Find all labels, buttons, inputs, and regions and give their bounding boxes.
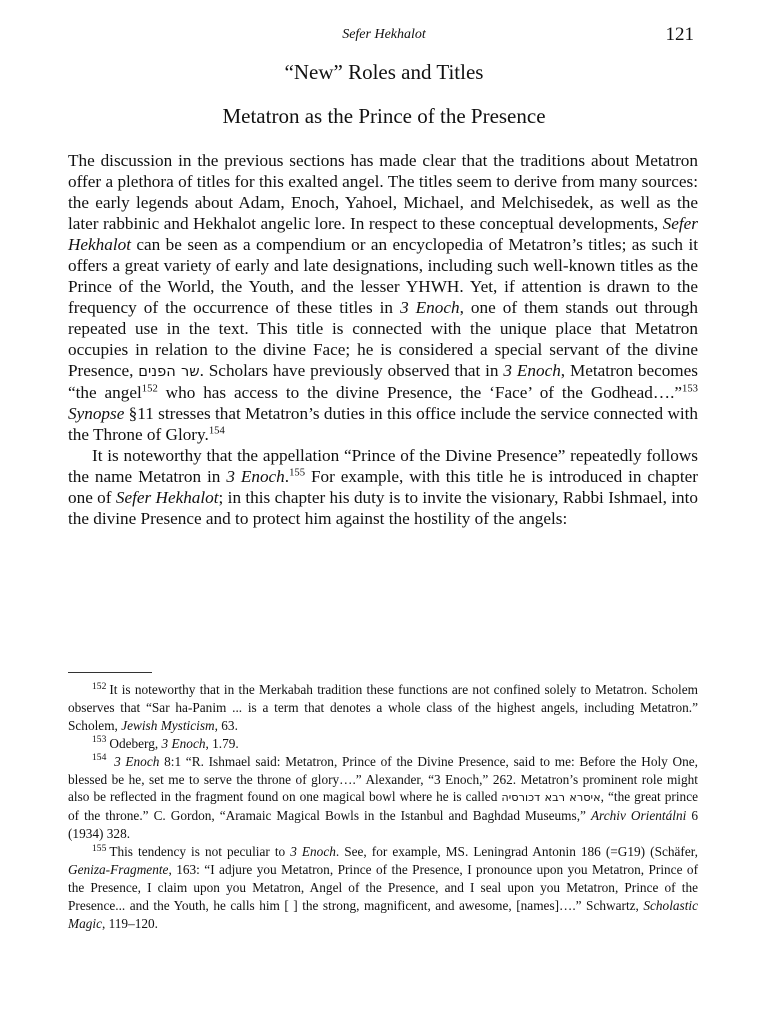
text-run: It is noteworthy that the appellation “Prince of the Divine Presence” repeatedly follows the name Metatron in: [68, 446, 698, 486]
footnote-text: , 119–120.: [101, 915, 159, 931]
text-run: who has access to the divine Presence, the ‘Face’ of the Godhead….”: [157, 383, 683, 402]
italic-title: Geniza-Fragmente: [68, 862, 169, 878]
footnote-number: 152: [92, 680, 107, 692]
footnote-text: 6 (1934) 328.: [68, 808, 698, 842]
footnote-text: This tendency is not peculiar to: [109, 844, 291, 860]
italic-title: Jewish Mysticism: [121, 717, 215, 733]
paragraph-2: [68, 445, 698, 529]
italic-title: Sefer Hekhalot: [115, 488, 219, 507]
footnote-ref-153[interactable]: 153: [682, 383, 698, 395]
italic-title: 3 Enoch: [161, 735, 206, 751]
footnote-text: Odeberg,: [109, 735, 162, 751]
footnote-155: [68, 843, 698, 933]
footnote-text: 8:1 “R. Ishmael said: Metatron, Prince of the Divine Presence, said to me: Before the Holy One, blessed be he, set me to serve the throne of glory….” Alexander, “3 Enoch,” 262. Metatron’s prominent role might also be reflected in the fragment found on one magical bowl where he is called: [68, 753, 698, 805]
italic-title: 3 Enoch: [114, 753, 160, 769]
footnote-text: . See, for example, MS. Leningrad Antonin 186 (=G19) (Schäfer,: [335, 844, 698, 860]
italic-title: Scholastic Magic: [68, 897, 698, 931]
italic-title: Sefer Hekhalot: [68, 214, 698, 254]
text-run: ; in this chapter his duty is to invite the visionary, Rabbi Ishmael, into the divine Presence and to protect him against the hostility of the angels:: [68, 488, 698, 528]
hebrew-text: שר הפנים: [138, 363, 200, 380]
footnote-text: It is noteworthy that in the Merkabah tradition these functions are not confined solely to Metatron. Scholem observes that “Sar ha-Panim ... is a term that denotes a whole class of the highest angels, including Metatron.” Scholem,: [68, 682, 698, 733]
italic-title: 3 Enoch: [290, 844, 336, 860]
footnote-154: [68, 753, 698, 844]
footnote-number: 154: [92, 752, 107, 764]
italic-title: Archiv Orientálni: [590, 808, 687, 824]
footnotes: [68, 681, 698, 933]
italic-title: 3 Enoch: [226, 467, 285, 486]
page-number: 121: [665, 24, 694, 45]
paragraph-1: [68, 150, 698, 445]
footnote-ref-154[interactable]: 154: [208, 425, 225, 437]
text-run: .: [284, 467, 290, 486]
footnote-text: , 63.: [214, 717, 238, 733]
text-run: , Metatron becomes “the angel: [68, 361, 698, 402]
text-run: For example, with this title he is introduced in chapter one of: [68, 467, 698, 507]
footnote-text: , 1.79.: [205, 735, 239, 751]
footnote-152: [68, 681, 698, 735]
hebrew-text: איסרא רבא דכורסיה: [501, 791, 601, 805]
footnote-ref-152[interactable]: 152: [141, 383, 158, 395]
footnote-number: 155: [92, 842, 107, 854]
footnote-number: 153: [92, 734, 107, 746]
running-head: Sefer Hekhalot: [342, 27, 426, 42]
italic-title: 3 Enoch: [400, 298, 460, 317]
body-text: [68, 150, 698, 529]
text-run: , one of them stands out through repeated use in the text. This title is connected with the unique place that Metatron occupies in relation to the divine Face; he is considered a special servant of the divine Presence,: [68, 298, 698, 380]
footnote-text: , “the great prince of the throne.” C. Gordon, “Aramaic Magical Bowls in the Istanbul and Baghdad Museums,”: [68, 789, 698, 824]
text-run: The discussion in the previous sections has made clear that the traditions about Metatron offer a plethora of titles for this exalted angel. The titles seem to derive from many sources: the early legends about Adam, Enoch, Yahoel, Michael, and Melchisedek, as well as the later rabbinic and Hekhalot angelic lore. In respect to these conceptual developments,: [68, 151, 698, 233]
text-run: can be seen as a compendium or an encyclopedia of Metatron’s titles; as such it offers a great variety of early and late designations, including such well-known titles as the Prince of the World, the Youth, and the lesser YHWH. Yet, if attention is drawn to the frequency of the occurrence of these titles in: [68, 235, 698, 317]
footnote-text: , 163: “I adjure you Metatron, Prince of the Presence, I pronounce upon you Metatron, Prince of the Presence, I claim upon you Metatron, Angel of the Presence, and I seal upon you Metatron, Prince of the Presence... and the Youth, he calls him [ ] the strong, magnificent, and awesome, [names]….” Schwartz,: [68, 862, 698, 913]
italic-title: Synopse: [68, 404, 125, 423]
subsection-title: Metatron as the Prince of the Presence: [222, 104, 546, 128]
italic-title: 3 Enoch: [503, 361, 561, 380]
section-title: “New” Roles and Titles: [284, 60, 484, 84]
footnote-divider: [68, 672, 152, 673]
text-run: §11 stresses that Metatron’s duties in this office include the service connected with the Throne of Glory.: [68, 404, 698, 444]
text-run: . Scholars have previously observed that in: [199, 361, 504, 380]
footnote-153: [68, 735, 698, 753]
footnote-ref-155[interactable]: 155: [289, 467, 306, 479]
